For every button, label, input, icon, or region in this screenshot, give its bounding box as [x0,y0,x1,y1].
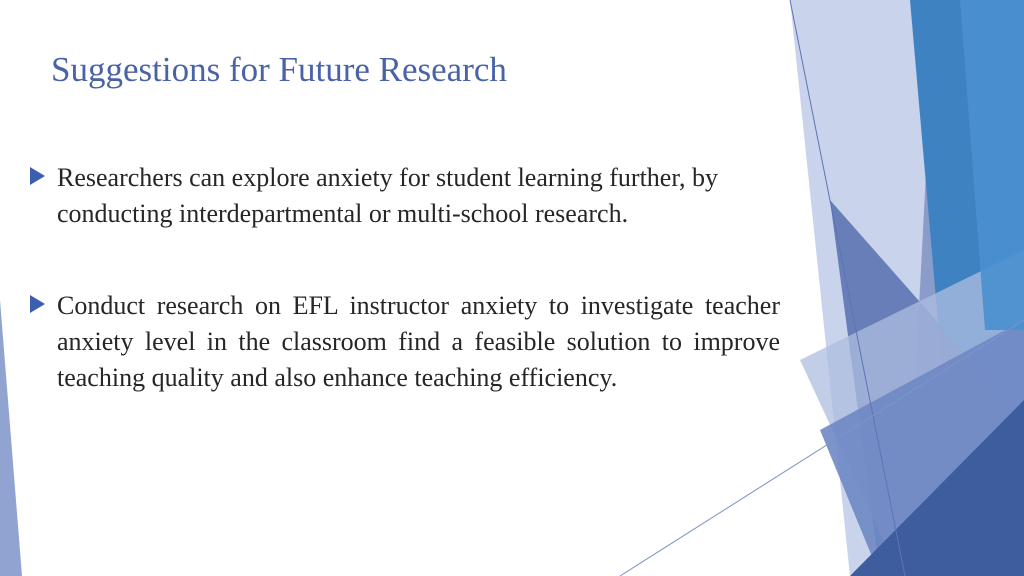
bullet-item [30,288,780,396]
triangle-right-icon [30,295,45,313]
triangle-right-icon [30,167,45,185]
bullet-item [30,160,780,232]
slide-title: Suggestions for Future Research [51,50,507,89]
bullet-text: Researchers can explore anxiety for student learning further, by conducting interdepartmental or multi-school research. [57,163,718,228]
bullet-text: Conduct research on EFL instructor anxiety to investigate teacher anxiety level in the classroom find a feasible solution to improve teaching quality and also enhance teaching efficiency. [57,291,780,392]
left-edge-shape [0,300,22,576]
